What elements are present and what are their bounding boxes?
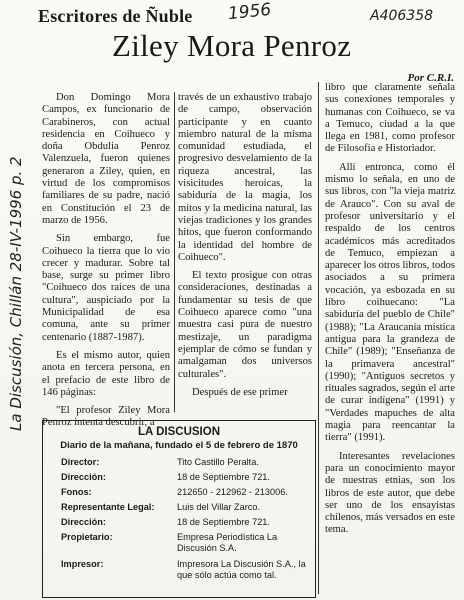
masthead-subtitle: Diario de la mañana, fundado el 5 de febrero de 1870 <box>60 440 298 451</box>
article-column-3 <box>325 82 455 543</box>
paragraph: través de un exhaustivo trabajo de campo, observación participante y en cuanto miembro natural de la misma comunidad estudiada, el progresivo desvelamiento de la riqueza ancestral, las visicitudes heroicas, la sabiduría de la magia, los mitos y la medicina natural, las viejas tradiciones y los grandes hitos, que fueron conformando la identidad del hombre de Coihueco". <box>178 92 312 263</box>
masthead-value: 18 de Septiembre 721. <box>177 472 270 482</box>
masthead-value: Luis del Villar Zarco. <box>177 502 261 512</box>
paragraph: El texto prosigue con otras consideraciones, destinadas a fundamentar su tesis de que Coihueco aparece como "una muestra casi pura de nuestro mestizaje, un paradigma ejemplar de cómo se fundan y amalgaman dos universos culturales". <box>178 270 312 380</box>
column-rule-2 <box>318 82 319 594</box>
paragraph: Después de ese primer <box>192 386 288 398</box>
masthead-label: Director: <box>61 457 100 467</box>
paragraph: libro que claramente señala sus conexiones temporales y humanas con Coihueco, se va a Temuco, ciudad a la que llega en 1981, como profesor de Filosofía e Historiador. <box>325 82 455 155</box>
paragraph: Sin embargo, fue Coihueco la tierra que lo vio crecer y madurar. Sobre tal base, surge su primer libro "Coihueco dos raíces de una cultura", auspiciado por la Municipalidad de esa comuna, ante su primer centenario (1887-1987). <box>42 233 170 343</box>
paragraph: "El profesor Ziley Mora Penroz intenta descubrir, a <box>42 405 170 429</box>
handwritten-year: 1956 <box>227 0 273 25</box>
masthead-label: Dirección: <box>61 517 106 527</box>
paragraph: Allí entronca, como él mismo lo señala, en uno de sus libros, con "la vieja matriz de Arauco". Con su aval de profesor universitario y el respaldo de los centros académicos más acreditados de Temuco, empiezan a aparecer los otros libros, todos asociados a su primera vocación, ya esbozada en su libro coihuecano: "La sabiduría del pueblo de Chile" (1988); "La Araucanía mística antigua para la grandeza de Chile" (1989); "Enseñanza de la primavera ancestral" (1990); "Antiguos secretos y rituales sagrados, según el arte de curar indígena" (1991) y "Verdades mapuches de alta magia para reencantar la tierra" (1991). <box>325 161 455 444</box>
masthead-label: Propietario: <box>61 532 113 542</box>
masthead-value: 18 de Septiembre 721. <box>177 517 270 527</box>
masthead-value: 212650 - 212962 - 213006. <box>177 487 288 497</box>
article-title: Ziley Mora Penroz <box>112 28 352 63</box>
masthead-value: Impresora La Discusión S.A., la que sólo actúa como tal. <box>177 559 306 580</box>
handwritten-source-note: La Discusión, Chillán 28-IV-1996 p. 2 <box>7 156 25 431</box>
column-rule-1 <box>174 92 175 412</box>
masthead-value: Tito Castillo Peralta. <box>177 457 259 467</box>
paragraph: Don Domingo Mora Campos, ex funcionario de Carabineros, con actual residencia en Coihueco y doña Obdulia Penroz Valenzuela, fueron quienes generaron a Ziley, quien, en virtud de los compromisos familiares de su padre, nació en Constitución el 23 de marzo de 1956. <box>42 92 170 226</box>
masthead-box <box>42 420 316 598</box>
masthead-label: Impresor: <box>61 559 104 569</box>
masthead-label: Representante Legal: <box>61 502 155 512</box>
masthead-name: LA DISCUSION <box>138 426 220 438</box>
article-column-1 <box>42 92 170 436</box>
handwritten-code: A406358 <box>370 8 434 24</box>
masthead-label: Fonos: <box>61 487 92 497</box>
section-heading: Escritores de Ñuble <box>38 6 193 26</box>
article-column-2 <box>178 92 312 405</box>
masthead-value: Empresa Periodística La Discusión S.A. <box>177 532 278 553</box>
paragraph: Es el mismo autor, quien anota en tercera persona, en el prefacio de este libro de 146 páginas: <box>42 349 170 398</box>
masthead-label: Dirección: <box>61 472 106 482</box>
paragraph: Interesantes revelaciones para un conocimiento mayor de nuestras etnias, son los libros de este autor, que debe ser uno de los ensayistas chilenos, más versados en este tema. <box>325 450 455 536</box>
article-byline: Por C.R.I. <box>407 72 454 84</box>
